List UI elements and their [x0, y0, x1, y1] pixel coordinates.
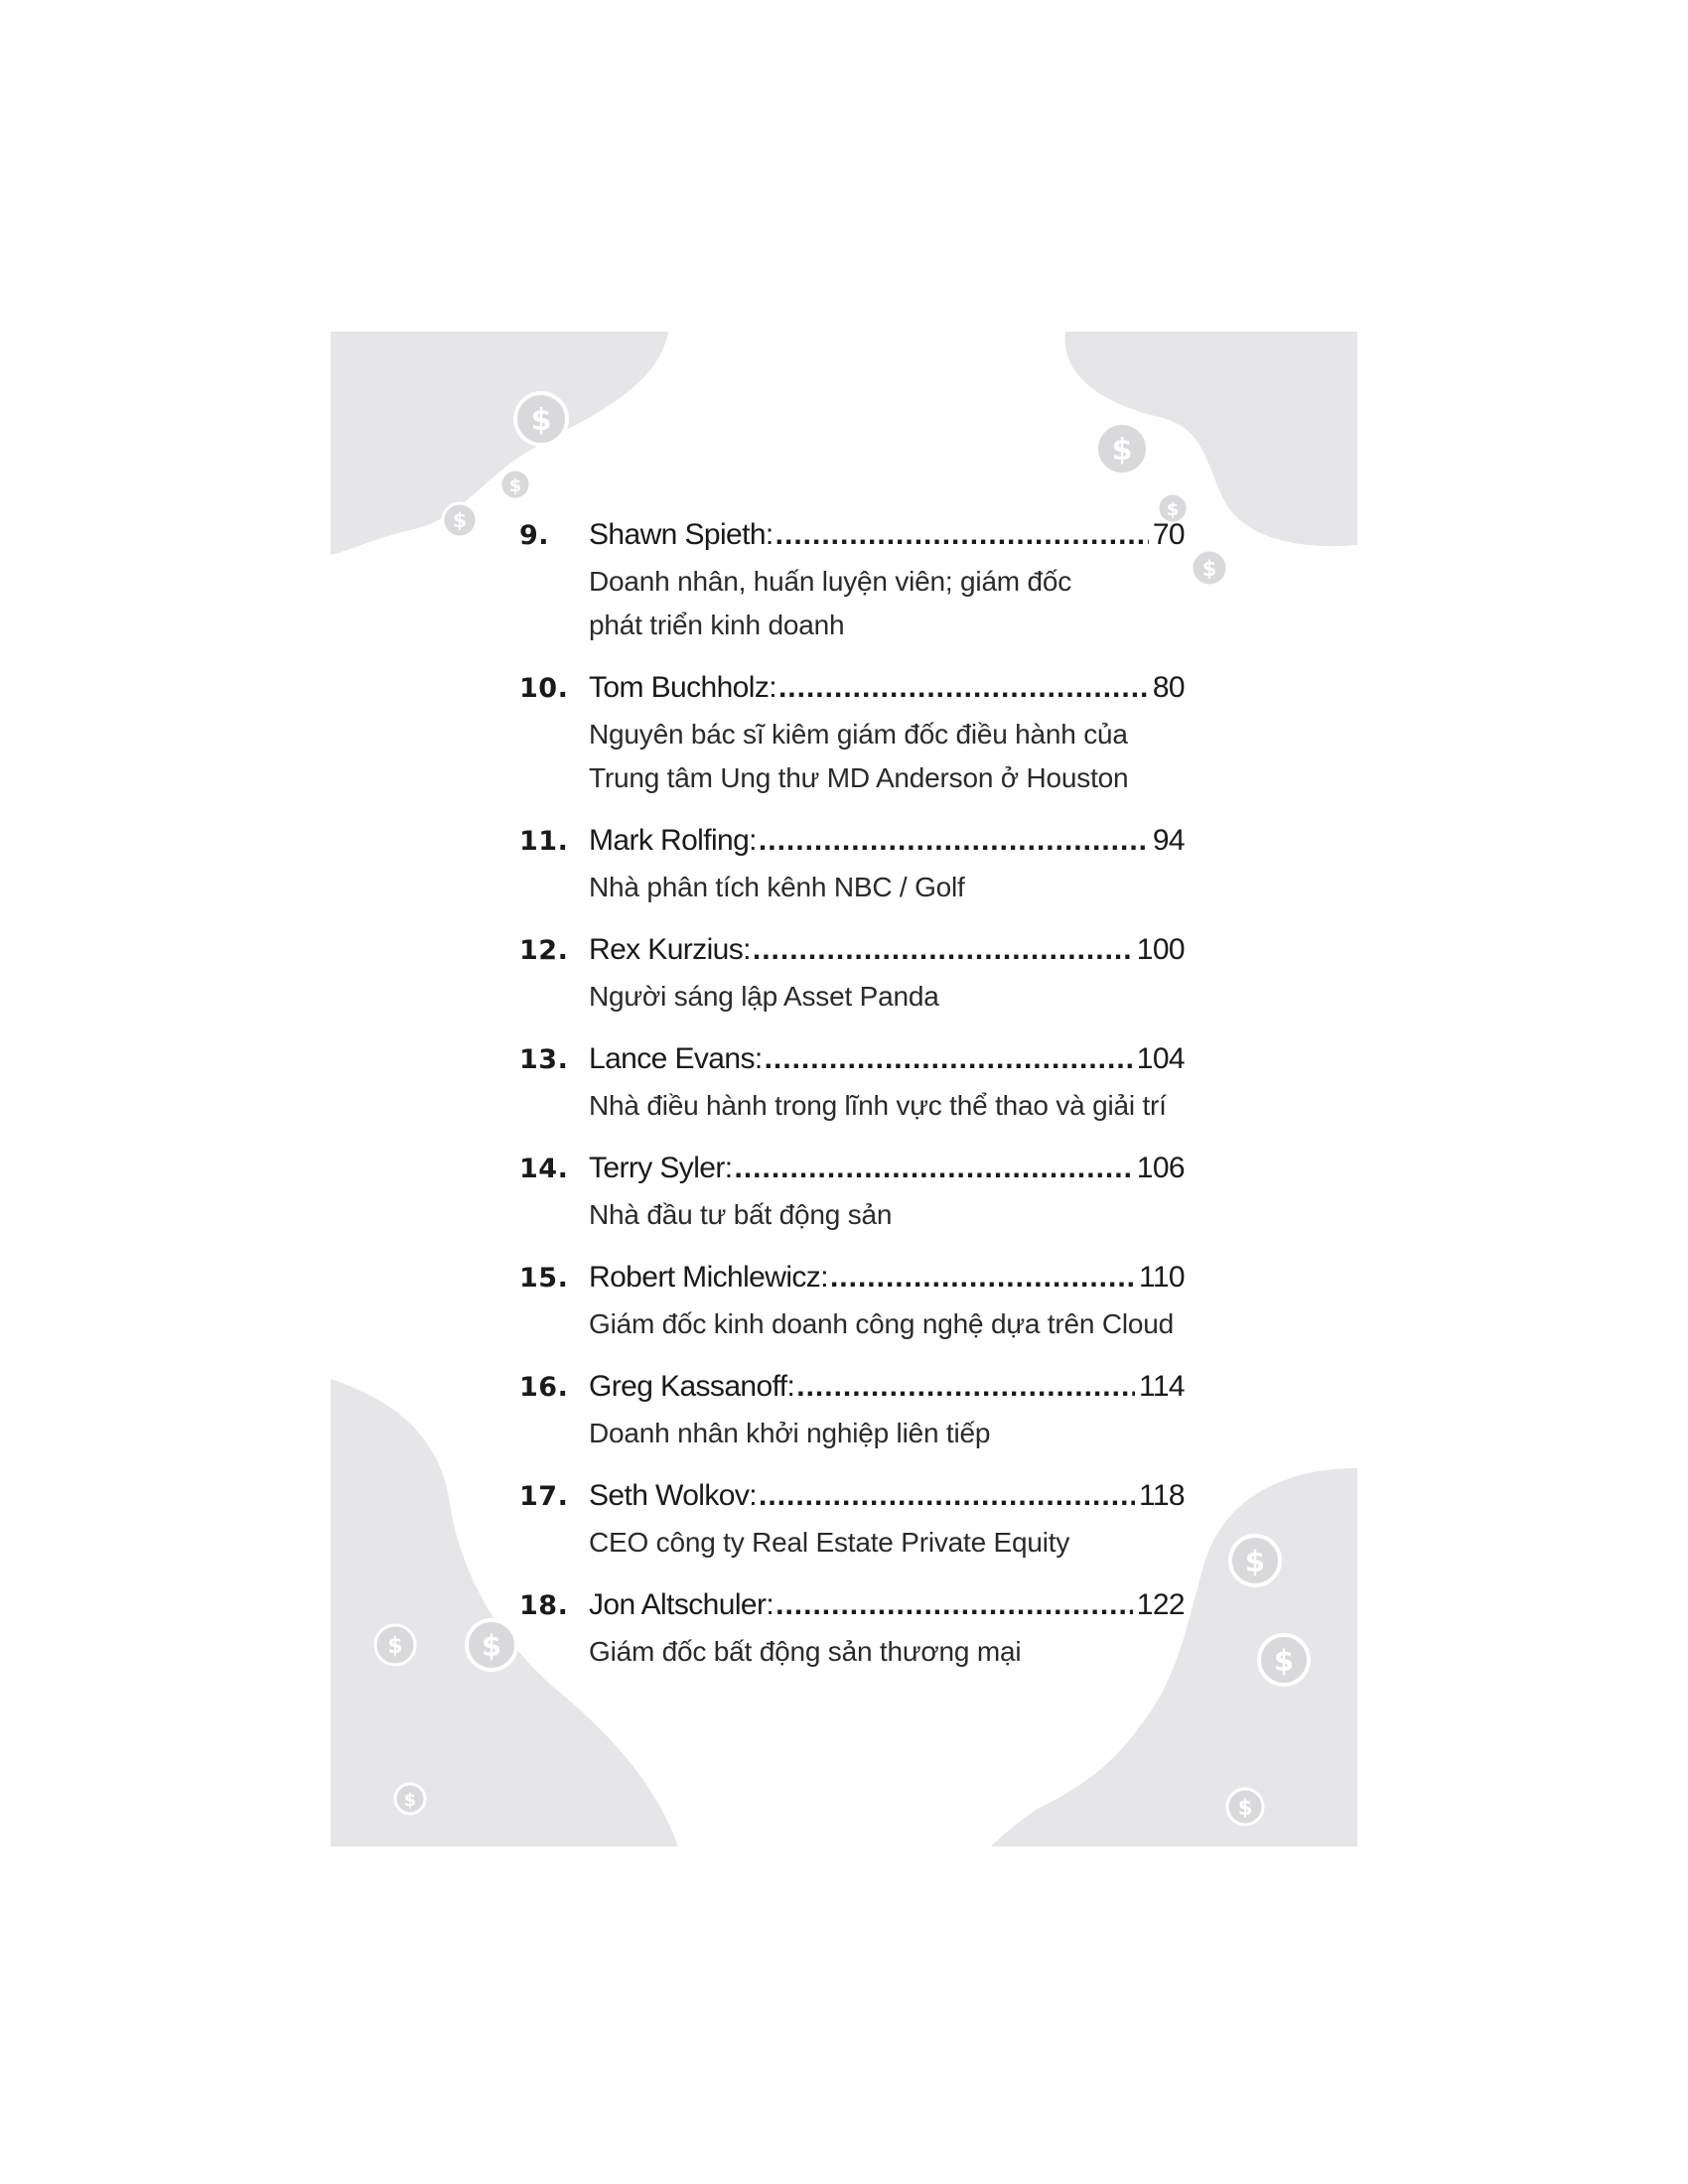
svg-text:$: $	[1273, 1644, 1295, 1678]
entry-description-line: Doanh nhân, huấn luyện viên; giám đốc	[589, 566, 1072, 597]
dot-leader	[759, 824, 1149, 858]
entry-description	[589, 713, 1185, 800]
entry-description-line: CEO công ty Real Estate Private Equity	[589, 1527, 1070, 1558]
svg-text:$: $	[453, 508, 467, 532]
entry-number: 15.	[519, 1263, 569, 1294]
entry-description	[589, 1412, 1185, 1455]
entry-page-number: 94	[1152, 824, 1185, 857]
entry-number: 18.	[519, 1590, 569, 1621]
dot-leader	[735, 1152, 1133, 1185]
entry-page-number: 122	[1136, 1588, 1185, 1621]
dollar-coin-icon	[515, 393, 567, 445]
entry-description-line: Nhà đầu tư bất động sản	[589, 1199, 893, 1230]
dollar-coin-icon	[1192, 550, 1227, 586]
toc-entry	[519, 518, 1185, 647]
entry-description	[589, 1084, 1185, 1128]
page-panel	[331, 332, 1357, 1846]
dot-leader	[796, 1370, 1135, 1404]
entry-number: 12.	[519, 935, 569, 966]
dollar-coin-icon	[1259, 1635, 1309, 1685]
svg-text:$: $	[1237, 1796, 1253, 1820]
dot-leader	[753, 933, 1133, 967]
toc-entry	[519, 1588, 1185, 1674]
entry-description-line: Nguyên bác sĩ kiêm giám đốc điều hành của	[589, 719, 1128, 750]
entry-page-number: 80	[1152, 671, 1185, 704]
dollar-coin-icon	[500, 470, 530, 499]
entry-name: Terry Syler:	[589, 1152, 733, 1184]
svg-text:$: $	[1201, 557, 1217, 581]
entry-number: 11.	[519, 826, 569, 857]
entry-description	[589, 1630, 1185, 1674]
toc-entry	[519, 1479, 1185, 1565]
entry-page-number: 106	[1136, 1152, 1185, 1184]
table-of-contents	[519, 518, 1185, 1698]
svg-text:$: $	[1244, 1545, 1266, 1578]
entry-description-line: Nhà điều hành trong lĩnh vực thể thao và giải trí	[589, 1090, 1167, 1121]
entry-description	[589, 1302, 1185, 1346]
entry-description-line: Giám đốc bất động sản thương mại	[589, 1636, 1022, 1667]
entry-name: Shawn Spieth:	[589, 518, 774, 551]
entry-name: Robert Michlewicz:	[589, 1261, 828, 1294]
dollar-coin-icon	[1227, 1789, 1263, 1825]
dot-leader	[775, 518, 1149, 552]
entry-name: Rex Kurzius:	[589, 933, 751, 966]
entry-description-line: Doanh nhân khởi nghiệp liên tiếp	[589, 1418, 991, 1448]
entry-name: Seth Wolkov:	[589, 1479, 757, 1512]
entry-page-number: 100	[1136, 933, 1185, 966]
dot-leader	[765, 1042, 1133, 1076]
entry-description	[589, 1193, 1185, 1237]
toc-entry	[519, 824, 1185, 909]
entry-description-line: Giám đốc kinh doanh công nghệ dựa trên Cloud	[589, 1308, 1175, 1339]
entry-page-number: 114	[1138, 1370, 1185, 1403]
entry-number: 10.	[519, 673, 569, 704]
svg-text:$: $	[1111, 433, 1133, 468]
toc-entry	[519, 671, 1185, 800]
entry-description	[589, 975, 1185, 1019]
entry-number: 13.	[519, 1044, 569, 1075]
dollar-coin-icon	[375, 1625, 415, 1665]
dot-leader	[778, 671, 1149, 705]
entry-number: 9.	[519, 520, 550, 551]
entry-description-line: phát triển kinh doanh	[589, 610, 845, 640]
entry-name: Jon Altschuler:	[589, 1588, 774, 1621]
entry-description	[589, 560, 1185, 647]
toc-entry	[519, 1152, 1185, 1237]
toc-entry	[519, 1370, 1185, 1455]
entry-description-line: Trung tâm Ung thư MD Anderson ở Houston	[589, 762, 1129, 793]
dollar-coin-icon	[1230, 1536, 1280, 1585]
entry-page-number: 110	[1138, 1261, 1185, 1294]
svg-text:$: $	[387, 1634, 403, 1659]
entry-name: Lance Evans:	[589, 1042, 763, 1075]
toc-entry	[519, 1042, 1185, 1128]
entry-name: Mark Rolfing:	[589, 824, 757, 857]
entry-number: 14.	[519, 1154, 569, 1184]
entry-description-line: Người sáng lập Asset Panda	[589, 981, 939, 1012]
entry-description	[589, 1521, 1185, 1565]
entry-description-line: Nhà phân tích kênh NBC / Golf	[589, 872, 965, 902]
toc-entry	[519, 933, 1185, 1019]
dot-leader	[775, 1588, 1133, 1622]
entry-description	[589, 866, 1185, 909]
entry-name: Greg Kassanoff:	[589, 1370, 795, 1403]
entry-number: 17.	[519, 1481, 569, 1512]
entry-page-number: 70	[1152, 518, 1185, 551]
svg-text:$: $	[481, 1629, 502, 1663]
entry-name: Tom Buchholz:	[589, 671, 776, 704]
dollar-coin-icon	[1096, 423, 1148, 475]
dot-leader	[830, 1261, 1135, 1295]
entry-page-number: 118	[1138, 1479, 1185, 1512]
toc-entry	[519, 1261, 1185, 1346]
dollar-coin-icon	[395, 1784, 425, 1814]
entry-page-number: 104	[1136, 1042, 1185, 1075]
svg-text:$: $	[1166, 499, 1180, 520]
svg-text:$: $	[530, 403, 552, 438]
dollar-coin-icon	[443, 503, 477, 537]
svg-text:$: $	[403, 1790, 417, 1811]
dollar-coin-icon	[467, 1620, 516, 1670]
dot-leader	[759, 1479, 1135, 1513]
entry-number: 16.	[519, 1372, 569, 1403]
svg-text:$: $	[508, 476, 522, 496]
